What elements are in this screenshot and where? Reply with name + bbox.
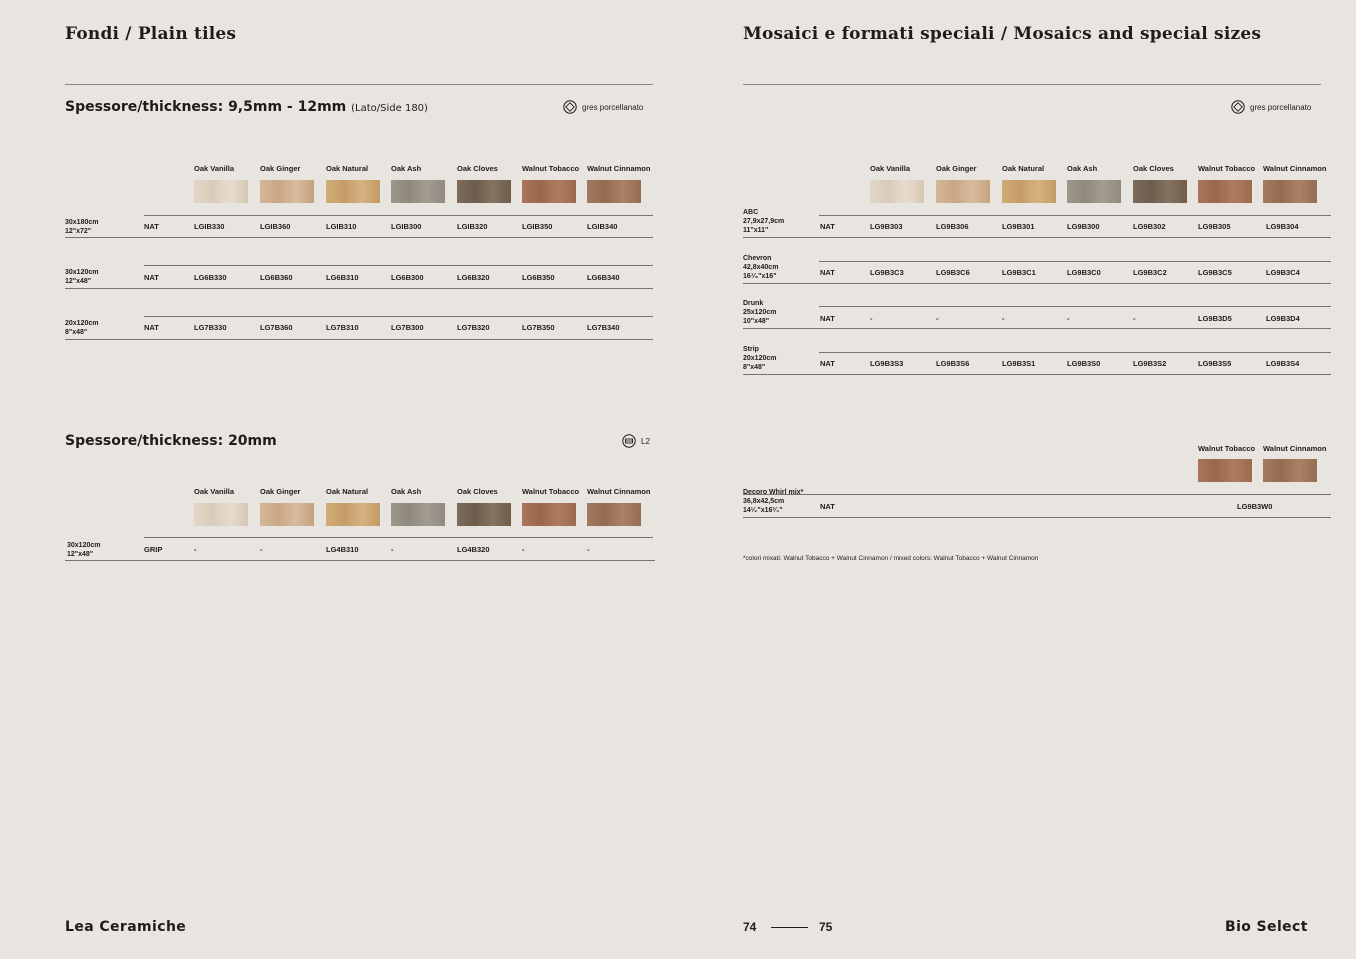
column-header-walnut-tobacco: Walnut Tobacco: [1198, 444, 1256, 453]
finish-cell: NAT: [820, 314, 835, 323]
row-rule-bottom: [743, 517, 1331, 518]
badge-label: gres porcellanato: [1250, 102, 1312, 112]
code-cell: -: [391, 545, 394, 554]
code-cell: LG9B3S0: [1067, 359, 1101, 368]
code-cell: LG7B320: [457, 323, 490, 332]
code-cell: LG4B320: [457, 545, 490, 554]
finish-cell: NAT: [820, 222, 835, 231]
swatch-oak-natural: [326, 503, 380, 526]
column-header-walnut-tobacco: Walnut Tobacco: [522, 487, 580, 496]
finish-cell: GRIP: [144, 545, 163, 554]
section-title-note: (Lato/Side 180): [351, 103, 428, 114]
row-rule-top: [144, 265, 653, 266]
code-cell: LG7B300: [391, 323, 424, 332]
code-cell: LGIB300: [391, 222, 422, 231]
swatch-oak-ash: [391, 180, 445, 203]
swatch-walnut-tobacco: [1198, 459, 1252, 482]
column-header-walnut-tobacco: Walnut Tobacco: [1198, 164, 1256, 173]
column-header-oak-ginger: Oak Ginger: [260, 164, 301, 173]
column-header-oak-ash: Oak Ash: [391, 487, 422, 496]
code-cell: LG9B3C2: [1133, 268, 1167, 277]
code-cell: LG4B310: [326, 545, 359, 554]
footnote: *colori mixati: Walnut Tobacco + Walnut Cinnamon / mixed colors: Walnut Tobacco + Walnut Cinnamon: [743, 555, 1039, 562]
right-header-rule: [743, 84, 1321, 85]
column-header-oak-natural: Oak Natural: [326, 164, 369, 173]
l2-thickness-icon: [622, 434, 636, 448]
column-header-oak-natural: Oak Natural: [326, 487, 369, 496]
code-cell: LG9B3S5: [1198, 359, 1232, 368]
code-cell: -: [587, 545, 590, 554]
code-cell: LG9B3C5: [1198, 268, 1232, 277]
code-cell: -: [194, 545, 197, 554]
swatch-oak-ginger: [936, 180, 990, 203]
code-cell: LG9B3S4: [1266, 359, 1300, 368]
format-label: ABC 27,9x27,9cm 11"x11": [743, 209, 785, 234]
code-cell: LG7B340: [587, 323, 620, 332]
column-header-walnut-cinnamon: Walnut Cinnamon: [1263, 164, 1327, 173]
swatch-oak-vanilla: [870, 180, 924, 203]
swatch-oak-cloves: [457, 503, 511, 526]
column-header-oak-natural: Oak Natural: [1002, 164, 1045, 173]
right-page-title: Mosaici e formati speciali / Mosaics and special sizes: [743, 24, 1262, 44]
row-rule-top: [819, 215, 1331, 216]
finish-cell: NAT: [820, 359, 835, 368]
size-label: 20x120cm 8"x48": [65, 320, 99, 336]
collection-name: Bio Select: [1225, 919, 1308, 935]
column-header-oak-vanilla: Oak Vanilla: [870, 164, 911, 173]
row-rule-bottom: [743, 374, 1331, 375]
swatch-oak-ash: [391, 503, 445, 526]
section-title-thickness-9-12: [65, 99, 428, 115]
swatch-oak-natural: [1002, 180, 1056, 203]
code-cell: LGIB350: [522, 222, 553, 231]
code-cell: LG7B310: [326, 323, 359, 332]
code-cell: LG7B350: [522, 323, 555, 332]
code-cell: LG6B310: [326, 273, 359, 282]
code-cell: -: [522, 545, 525, 554]
finish-cell: NAT: [144, 222, 159, 231]
swatch-oak-ash: [1067, 180, 1121, 203]
swatch-oak-natural: [326, 180, 380, 203]
column-header-oak-ginger: Oak Ginger: [260, 487, 301, 496]
code-cell: LG9B3S1: [1002, 359, 1036, 368]
code-cell: LG6B360: [260, 273, 293, 282]
code-cell: LGIB360: [260, 222, 291, 231]
code-cell: LG9B3S6: [936, 359, 970, 368]
finish-cell: NAT: [144, 323, 159, 332]
swatch-oak-ginger: [260, 503, 314, 526]
finish-cell: NAT: [144, 273, 159, 282]
row-rule-bottom: [65, 339, 653, 340]
column-header-oak-cloves: Oak Cloves: [457, 164, 498, 173]
swatch-oak-cloves: [457, 180, 511, 203]
row-rule-bottom: [743, 328, 1331, 329]
finish-cell: NAT: [820, 268, 835, 277]
page-number-right: 75: [819, 920, 833, 934]
code-cell: LGIB320: [457, 222, 488, 231]
code-cell: LG9B3D5: [1198, 314, 1232, 323]
row-rule-top: [144, 316, 653, 317]
code-cell: LG6B300: [391, 273, 424, 282]
code-cell: LG9B3W0: [1237, 502, 1273, 511]
code-cell: LG9B3C3: [870, 268, 904, 277]
column-header-oak-cloves: Oak Cloves: [1133, 164, 1174, 173]
code-cell: LG9B302: [1133, 222, 1166, 231]
size-label: 30x120cm 12"x48": [65, 269, 99, 285]
page-number-left: 74: [743, 920, 757, 934]
code-cell: LG9B3C1: [1002, 268, 1036, 277]
column-header-walnut-tobacco: Walnut Tobacco: [522, 164, 580, 173]
code-cell: LG9B3S2: [1133, 359, 1167, 368]
page-number-divider: [771, 927, 808, 928]
porcelain-stoneware-icon: [1231, 100, 1245, 114]
format-label: Decoro Whirl mix* 36,8x42,5cm 14¹⁄₂"x16³⁄₄": [743, 489, 804, 514]
code-cell: LG6B350: [522, 273, 555, 282]
porcelain-stoneware-icon: [563, 100, 577, 114]
row-rule-top: [743, 494, 1331, 495]
format-label: Chevron 42,8x40cm 16⁷⁄₈"x16": [743, 255, 779, 280]
swatch-walnut-cinnamon: [1263, 459, 1317, 482]
l2-badge: [622, 434, 650, 448]
code-cell: LG9B304: [1266, 222, 1299, 231]
swatch-walnut-tobacco: [522, 503, 576, 526]
code-cell: LG9B3S3: [870, 359, 904, 368]
code-cell: LG9B301: [1002, 222, 1035, 231]
row-rule-top: [819, 306, 1331, 307]
gres-porcellanato-badge: [1231, 100, 1311, 114]
size-label: 30x120cm 12"x48": [67, 542, 101, 558]
code-cell: LG9B3C0: [1067, 268, 1101, 277]
row-rule-top: [819, 352, 1331, 353]
code-cell: -: [1002, 314, 1005, 323]
code-cell: LG9B3D4: [1266, 314, 1300, 323]
column-header-oak-vanilla: Oak Vanilla: [194, 164, 235, 173]
format-label: Drunk 25x120cm 10"x48": [743, 300, 777, 325]
code-cell: LGIB340: [587, 222, 618, 231]
code-cell: -: [936, 314, 939, 323]
row-rule-bottom: [743, 283, 1331, 284]
code-cell: LG6B330: [194, 273, 227, 282]
row-rule-bottom: [65, 288, 653, 289]
row-rule-bottom: [65, 560, 655, 561]
code-cell: LGIB310: [326, 222, 357, 231]
finish-cell: NAT: [820, 502, 835, 511]
brand-name: Lea Ceramiche: [65, 919, 187, 935]
swatch-walnut-cinnamon: [1263, 180, 1317, 203]
row-rule-bottom: [65, 237, 653, 238]
column-header-walnut-cinnamon: Walnut Cinnamon: [1263, 444, 1327, 453]
column-header-walnut-cinnamon: Walnut Cinnamon: [587, 487, 651, 496]
code-cell: LG9B303: [870, 222, 903, 231]
code-cell: LG9B3C4: [1266, 268, 1300, 277]
code-cell: LG9B305: [1198, 222, 1231, 231]
swatch-walnut-cinnamon: [587, 180, 641, 203]
column-header-oak-ash: Oak Ash: [391, 164, 422, 173]
column-header-walnut-cinnamon: Walnut Cinnamon: [587, 164, 651, 173]
column-header-oak-ash: Oak Ash: [1067, 164, 1098, 173]
left-header-rule: [65, 84, 653, 85]
code-cell: LG9B300: [1067, 222, 1100, 231]
code-cell: -: [1133, 314, 1136, 323]
section-title-thickness-20: Spessore/thickness: 20mm: [65, 433, 277, 449]
row-rule-top: [819, 261, 1331, 262]
code-cell: -: [870, 314, 873, 323]
format-label: Strip 20x120cm 8"x48": [743, 346, 777, 371]
section-title-text: Spessore/thickness: 9,5mm - 12mm: [65, 99, 347, 115]
code-cell: LG6B320: [457, 273, 490, 282]
code-cell: LG7B360: [260, 323, 293, 332]
code-cell: LG9B306: [936, 222, 969, 231]
code-cell: LGIB330: [194, 222, 225, 231]
code-cell: LG7B330: [194, 323, 227, 332]
badge-label: L2: [641, 436, 650, 446]
row-rule-top: [144, 215, 653, 216]
size-label: 30x180cm 12"x72": [65, 219, 99, 235]
badge-label: gres porcellanato: [582, 102, 644, 112]
swatch-walnut-tobacco: [1198, 180, 1252, 203]
swatch-oak-cloves: [1133, 180, 1187, 203]
swatch-oak-vanilla: [194, 503, 248, 526]
column-header-oak-cloves: Oak Cloves: [457, 487, 498, 496]
column-header-oak-ginger: Oak Ginger: [936, 164, 977, 173]
swatch-oak-ginger: [260, 180, 314, 203]
code-cell: LG9B3C6: [936, 268, 970, 277]
swatch-walnut-tobacco: [522, 180, 576, 203]
code-cell: -: [260, 545, 263, 554]
swatch-walnut-cinnamon: [587, 503, 641, 526]
row-rule-top: [144, 537, 653, 538]
column-header-oak-vanilla: Oak Vanilla: [194, 487, 235, 496]
code-cell: LG6B340: [587, 273, 620, 282]
left-page-title: Fondi / Plain tiles: [65, 24, 237, 44]
gres-porcellanato-badge: [563, 100, 643, 114]
swatch-oak-vanilla: [194, 180, 248, 203]
code-cell: -: [1067, 314, 1070, 323]
row-rule-bottom: [743, 237, 1331, 238]
